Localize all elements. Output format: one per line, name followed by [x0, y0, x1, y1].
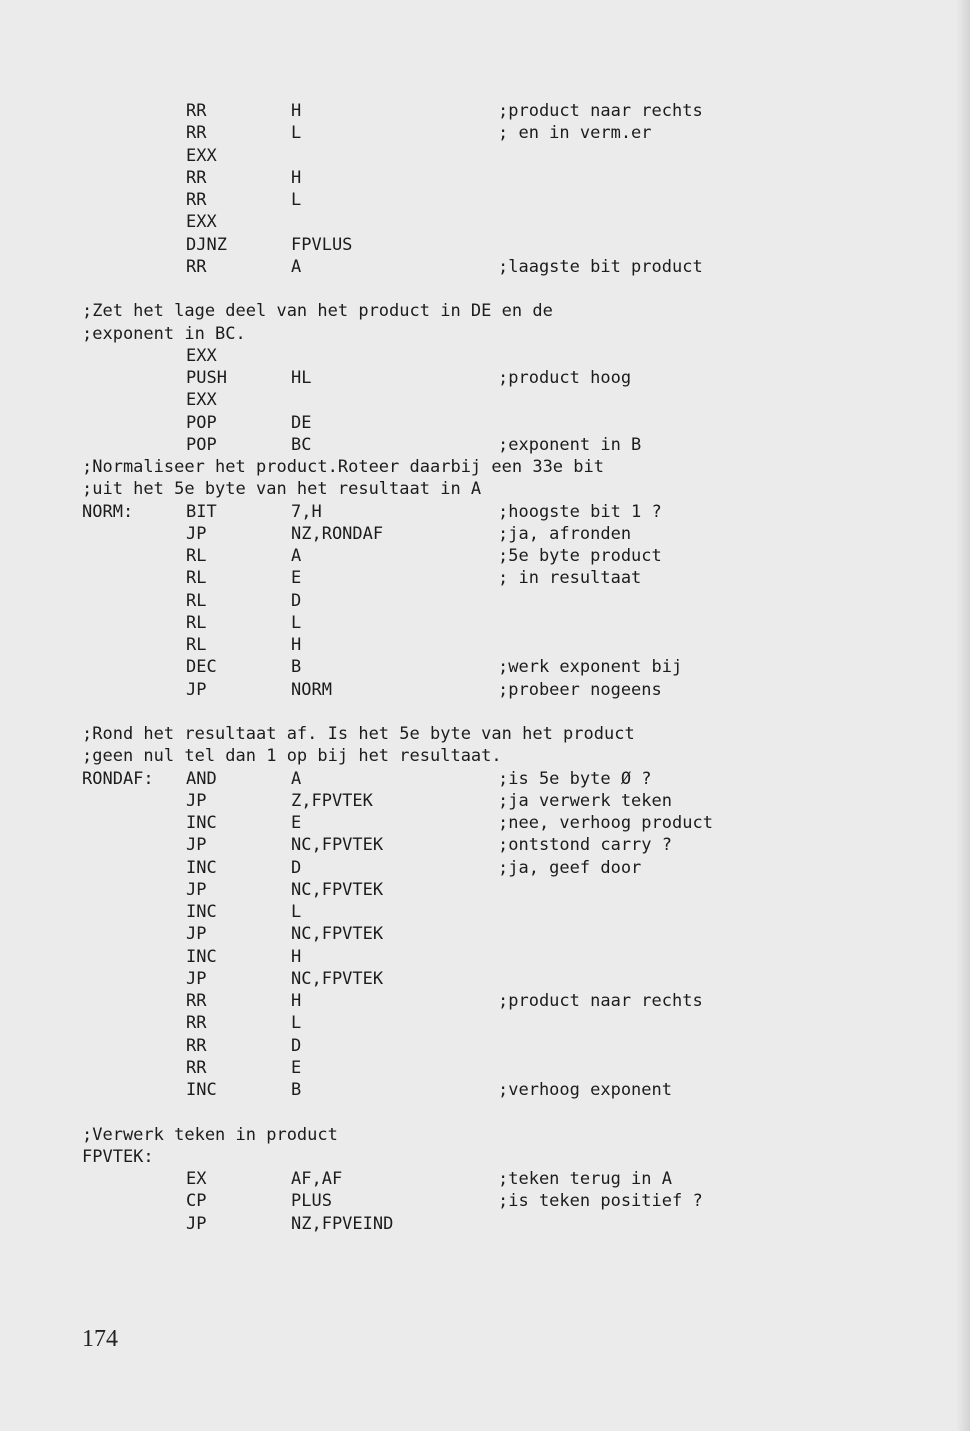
code-line	[0, 612, 970, 634]
comment-line-text: ;Normaliseer het product.Roteer daarbij een 33e bit	[82, 457, 604, 477]
code-opcode: RR	[186, 190, 207, 210]
code-line	[0, 345, 970, 367]
code-line	[0, 634, 970, 656]
code-opcode: EXX	[186, 145, 217, 166]
code-operand: 7,H	[291, 501, 322, 522]
code-line	[0, 857, 970, 879]
code-comment: ;is teken positief ?	[498, 1191, 703, 1212]
code-opcode: JP	[186, 879, 207, 900]
code-operand: NORM	[291, 679, 332, 700]
code-opcode: INC	[186, 946, 217, 967]
code-operand: H	[291, 635, 302, 655]
code-line	[0, 367, 970, 389]
code-operand: E	[291, 568, 302, 589]
comment-line-text: FPVTEK:	[82, 1146, 154, 1167]
code-operand: D	[291, 857, 302, 878]
code-line	[0, 1035, 970, 1057]
code-opcode: JP	[186, 835, 207, 856]
code-line	[0, 790, 970, 812]
code-line	[0, 1190, 970, 1212]
code-comment: ;product naar rechts	[498, 991, 703, 1011]
code-operand: PLUS	[291, 1191, 332, 1212]
code-operand: NZ,RONDAF	[291, 523, 384, 544]
code-comment: ;5e byte product	[498, 546, 662, 566]
code-line	[0, 145, 970, 167]
code-line	[0, 679, 970, 701]
code-operand: H	[291, 167, 302, 188]
code-line	[0, 412, 970, 434]
code-opcode: DEC	[186, 657, 217, 678]
code-line	[0, 1079, 970, 1101]
code-comment: ;ja, geef door	[498, 857, 642, 878]
code-operand: NC,FPVTEK	[291, 835, 384, 856]
code-opcode: EXX	[186, 345, 217, 366]
code-operand: L	[291, 123, 302, 144]
code-opcode: RR	[186, 991, 207, 1011]
code-opcode: JP	[186, 790, 207, 811]
code-line	[0, 234, 970, 256]
code-line	[0, 923, 970, 945]
code-operand: NC,FPVTEK	[291, 879, 384, 900]
code-operand: A	[291, 256, 302, 277]
code-line	[0, 478, 970, 500]
code-opcode: JP	[186, 968, 207, 989]
code-operand: H	[291, 991, 302, 1011]
code-opcode: RR	[186, 1035, 207, 1056]
code-opcode: RR	[186, 256, 207, 277]
code-opcode: BIT	[186, 501, 217, 522]
code-opcode: INC	[186, 857, 217, 878]
code-opcode: RR	[186, 167, 207, 188]
code-opcode: JP	[186, 1213, 207, 1234]
code-line	[0, 567, 970, 589]
code-comment: ; in resultaat	[498, 568, 642, 589]
code-line	[0, 211, 970, 233]
code-operand: NZ,FPVEIND	[291, 1213, 394, 1234]
code-opcode: RL	[186, 635, 207, 655]
comment-line-text: ;Verwerk teken in product	[82, 1124, 338, 1145]
blank-line	[0, 278, 970, 300]
code-operand: H	[291, 101, 302, 121]
code-operand: NC,FPVTEK	[291, 924, 384, 945]
code-operand: E	[291, 813, 302, 833]
code-opcode: INC	[186, 902, 217, 922]
code-comment: ;hoogste bit 1 ?	[498, 501, 662, 522]
code-line	[0, 768, 970, 790]
code-operand: H	[291, 946, 302, 967]
code-line	[0, 167, 970, 189]
code-line	[0, 300, 970, 322]
code-line	[0, 1124, 970, 1146]
code-operand: E	[291, 1057, 302, 1078]
code-line	[0, 745, 970, 767]
code-comment: ;ontstond carry ?	[498, 835, 672, 856]
code-operand: D	[291, 1035, 302, 1056]
code-comment: ;ja verwerk teken	[498, 790, 672, 811]
code-operand: A	[291, 768, 302, 789]
code-line	[0, 434, 970, 456]
code-line	[0, 1146, 970, 1168]
code-line	[0, 189, 970, 211]
code-operand: L	[291, 190, 302, 210]
code-line	[0, 100, 970, 122]
code-operand: DE	[291, 412, 312, 433]
code-operand: AF,AF	[291, 1169, 343, 1189]
code-operand: B	[291, 1080, 302, 1100]
code-line	[0, 990, 970, 1012]
comment-line-text: ;uit het 5e byte van het resultaat in A	[82, 479, 482, 500]
code-opcode: AND	[186, 768, 217, 789]
code-line	[0, 1057, 970, 1079]
code-comment: ;probeer nogeens	[498, 679, 662, 700]
code-opcode: RL	[186, 612, 207, 633]
code-line	[0, 901, 970, 923]
code-opcode: EXX	[186, 390, 217, 411]
code-opcode: JP	[186, 924, 207, 945]
code-operand: HL	[291, 368, 312, 388]
code-operand: NC,FPVTEK	[291, 968, 384, 989]
code-opcode: POP	[186, 434, 217, 455]
code-comment: ;exponent in B	[498, 434, 642, 455]
code-opcode: RL	[186, 568, 207, 589]
code-line	[0, 834, 970, 856]
code-label: NORM:	[82, 501, 134, 522]
code-opcode: PUSH	[186, 368, 227, 388]
code-opcode: INC	[186, 1080, 217, 1100]
code-line	[0, 879, 970, 901]
code-comment: ;werk exponent bij	[498, 657, 683, 678]
code-opcode: RL	[186, 546, 207, 566]
code-operand: L	[291, 612, 302, 633]
code-line	[0, 323, 970, 345]
code-line	[0, 1213, 970, 1235]
code-opcode: RL	[186, 590, 207, 611]
code-opcode: JP	[186, 679, 207, 700]
code-line	[0, 256, 970, 278]
code-label: RONDAF:	[82, 768, 154, 789]
comment-line-text: ;Zet het lage deel van het product in DE en de	[82, 301, 553, 322]
code-comment: ;teken terug in A	[498, 1169, 672, 1189]
code-operand: FPVLUS	[291, 234, 353, 255]
code-opcode: CP	[186, 1191, 207, 1212]
code-opcode: JP	[186, 523, 207, 544]
blank-line	[0, 701, 970, 723]
code-comment: ; en in verm.er	[498, 123, 652, 144]
page-edge-shadow	[956, 0, 970, 1431]
code-comment: ;is 5e byte Ø ?	[498, 768, 652, 789]
code-line	[0, 389, 970, 411]
code-comment: ;nee, verhoog product	[498, 813, 713, 833]
code-operand: A	[291, 546, 302, 566]
code-opcode: INC	[186, 813, 217, 833]
code-line	[0, 656, 970, 678]
code-operand: BC	[291, 434, 312, 455]
code-comment: ;laagste bit product	[498, 256, 703, 277]
code-opcode: EX	[186, 1169, 207, 1189]
code-operand: L	[291, 902, 302, 922]
comment-line-text: ;geen nul tel dan 1 op bij het resultaat.	[82, 746, 502, 767]
code-line	[0, 968, 970, 990]
code-opcode: EXX	[186, 212, 217, 233]
code-line	[0, 523, 970, 545]
code-operand: B	[291, 657, 302, 678]
code-operand: D	[291, 590, 302, 611]
page-number: 174	[82, 1326, 118, 1352]
code-comment: ;product hoog	[498, 368, 632, 388]
code-operand: L	[291, 1013, 302, 1034]
code-opcode: RR	[186, 1057, 207, 1078]
code-line	[0, 590, 970, 612]
code-opcode: POP	[186, 412, 217, 433]
code-line	[0, 456, 970, 478]
comment-line-text: ;Rond het resultaat af. Is het 5e byte van het product	[82, 724, 635, 744]
code-opcode: RR	[186, 123, 207, 144]
code-line	[0, 946, 970, 968]
code-line	[0, 812, 970, 834]
comment-line-text: ;exponent in BC.	[82, 323, 246, 344]
blank-line	[0, 1101, 970, 1123]
code-line	[0, 501, 970, 523]
code-comment: ;ja, afronden	[498, 523, 632, 544]
code-line	[0, 1168, 970, 1190]
code-opcode: DJNZ	[186, 234, 227, 255]
code-comment: ;product naar rechts	[498, 101, 703, 121]
code-opcode: RR	[186, 1013, 207, 1034]
code-opcode: RR	[186, 101, 207, 121]
code-line	[0, 545, 970, 567]
code-operand: Z,FPVTEK	[291, 790, 373, 811]
code-line	[0, 122, 970, 144]
assembly-listing	[0, 100, 970, 1235]
code-line	[0, 723, 970, 745]
code-comment: ;verhoog exponent	[498, 1080, 672, 1100]
code-line	[0, 1012, 970, 1034]
